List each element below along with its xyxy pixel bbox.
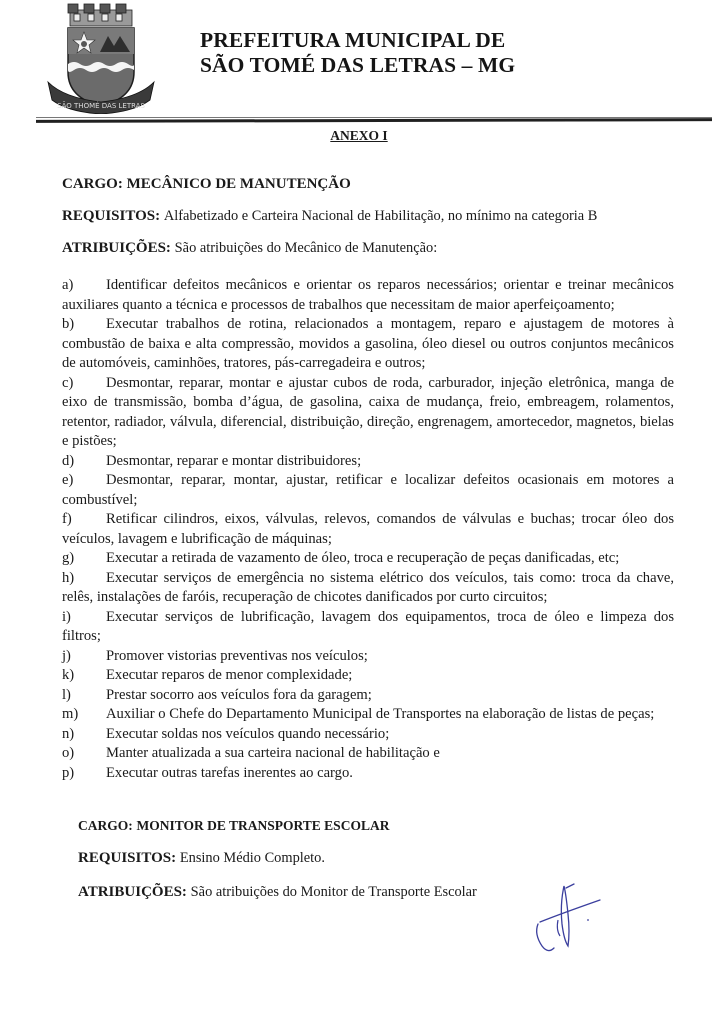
duty-item xyxy=(62,608,674,647)
duty-item xyxy=(62,374,674,452)
duty-text: Identificar defeitos mecânicos e orientar os reparos necessários; orientar e treinar mecânicos auxiliares quanto a técnica e processos de trabalhos que necessitam de maior aperfeiçoamento; xyxy=(62,277,674,313)
requisitos-label: REQUISITOS: xyxy=(62,208,161,224)
cargo-value: MECÂNICO DE MANUTENÇÃO xyxy=(126,176,351,192)
duty-text: Executar trabalhos de rotina, relacionados a montagem, reparo e ajustagem de motores à combustão de baixa e alta compressão, movidos a gasolina, óleo diesel ou outros conjuntos mecânicos de automóveis, caminhões, tratores, pás-carregadeira e outros; xyxy=(62,316,674,371)
organization-name xyxy=(200,28,515,78)
cargo-label: CARGO: xyxy=(78,818,133,833)
duty-item xyxy=(62,764,674,784)
duty-label: j) xyxy=(62,647,71,664)
duty-item xyxy=(62,471,674,510)
organization-line-2: SÃO TOMÉ DAS LETRAS – MG xyxy=(200,53,516,77)
organization-line-1: PREFEITURA MUNICIPAL DE xyxy=(200,28,506,52)
handwritten-signature xyxy=(530,874,610,954)
duty-text: Executar serviços de lubrificação, lavagem dos equipamentos, troca de óleo e limpeza dos filtros; xyxy=(62,608,674,644)
cargo-value: MONITOR DE TRANSPORTE ESCOLAR xyxy=(136,818,390,833)
section2-cargo xyxy=(78,818,692,835)
duty-label: m) xyxy=(62,706,79,722)
duty-text: Executar a retirada de vazamento de óleo, troca e recuperação de peças danificadas, etc; xyxy=(106,550,620,566)
duty-label: c) xyxy=(62,374,74,391)
requisitos-label: REQUISITOS: xyxy=(78,850,177,866)
duty-item xyxy=(62,452,674,472)
duty-label: e) xyxy=(62,472,74,488)
duty-item xyxy=(62,686,674,706)
header-divider xyxy=(36,118,712,123)
duty-label: h) xyxy=(62,569,75,586)
duty-text: Retificar cilindros, eixos, válvulas, relevos, comandos de válvulas e buchas; trocar óleo dos veículos, lavagem e lubrificação de máquinas; xyxy=(62,511,674,547)
section1-cargo xyxy=(62,176,692,193)
annex-title-text: ANEXO I xyxy=(330,128,388,143)
duty-item xyxy=(62,744,674,764)
duty-text: Executar soldas nos veículos quando necessário; xyxy=(106,725,390,742)
duty-item xyxy=(62,569,674,608)
duty-item xyxy=(62,276,674,315)
duty-label: d) xyxy=(62,452,75,469)
duty-text: Desmontar, reparar e montar distribuidores; xyxy=(106,452,362,469)
duty-label: f) xyxy=(62,511,72,527)
duty-label: p) xyxy=(62,764,75,781)
duty-label: b) xyxy=(62,316,75,332)
duty-label: l) xyxy=(62,686,71,703)
divider-thick xyxy=(36,118,712,123)
duty-item xyxy=(62,725,674,745)
duty-item xyxy=(62,315,674,374)
duty-label: k) xyxy=(62,667,75,683)
duty-text: Executar outras tarefas inerentes ao cargo. xyxy=(106,764,353,781)
duty-text: Executar reparos de menor complexidade; xyxy=(106,667,353,683)
section1-requisitos xyxy=(62,208,692,225)
duty-text: Auxiliar o Chefe do Departamento Municipal de Transportes na elaboração de listas de peças; xyxy=(106,706,655,722)
duty-text: Prestar socorro aos veículos fora da garagem; xyxy=(106,686,372,703)
duty-label: a) xyxy=(62,277,74,293)
atribuicoes-label: ATRIBUIÇÕES: xyxy=(78,884,187,900)
duty-item xyxy=(62,666,674,686)
duty-label: o) xyxy=(62,745,75,761)
duty-label: i) xyxy=(62,608,71,625)
atribuicoes-value: São atribuições do Mecânico de Manutenção: xyxy=(174,240,438,256)
section2-requisitos xyxy=(78,850,692,867)
duty-text: Desmontar, reparar, montar e ajustar cubos de roda, carburador, injeção eletrônica, manga de eixo de transmissão, bomba d’água, de gasolina, caixa de mudança, freio, embreagem, rolamentos, retentor, radiador, válvula, diferencial, distribuição, direção, engrenagem, amortecedor, magnetos, bielas e pistões; xyxy=(62,374,674,449)
cargo-label: CARGO: xyxy=(62,176,123,192)
duty-item xyxy=(62,510,674,549)
duties-list xyxy=(62,276,674,783)
duty-label: g) xyxy=(62,550,75,566)
duty-text: Promover vistorias preventivas nos veículos; xyxy=(106,647,368,664)
duty-text: Desmontar, reparar, montar, ajustar, retificar e localizar defeitos ocasionais em motores a combustível; xyxy=(62,472,674,508)
requisitos-value: Ensino Médio Completo. xyxy=(179,850,325,866)
atribuicoes-value: São atribuições do Monitor de Transporte Escolar xyxy=(190,884,477,900)
duty-item xyxy=(62,549,674,569)
svg-text:SÃO THOMÉ DAS LETRAS: SÃO THOMÉ DAS LETRAS xyxy=(57,102,145,110)
duty-text: Manter atualizada a sua carteira nacional de habilitação e xyxy=(106,745,440,761)
section1-atribuicoes xyxy=(62,240,692,257)
annex-title xyxy=(0,128,718,144)
atribuicoes-label: ATRIBUIÇÕES: xyxy=(62,240,171,256)
municipal-coat-of-arms xyxy=(44,2,158,114)
duty-label: n) xyxy=(62,725,75,742)
duty-text: Executar serviços de emergência no sistema elétrico dos veículos, tais como: troca da chave, relês, instalações de faróis, recuperação de chicotes danificados por curto circuitos; xyxy=(62,569,674,605)
duty-item xyxy=(62,705,674,725)
duty-item xyxy=(62,647,674,667)
requisitos-value: Alfabetizado e Carteira Nacional de Habilitação, no mínimo na categoria B xyxy=(163,208,598,224)
